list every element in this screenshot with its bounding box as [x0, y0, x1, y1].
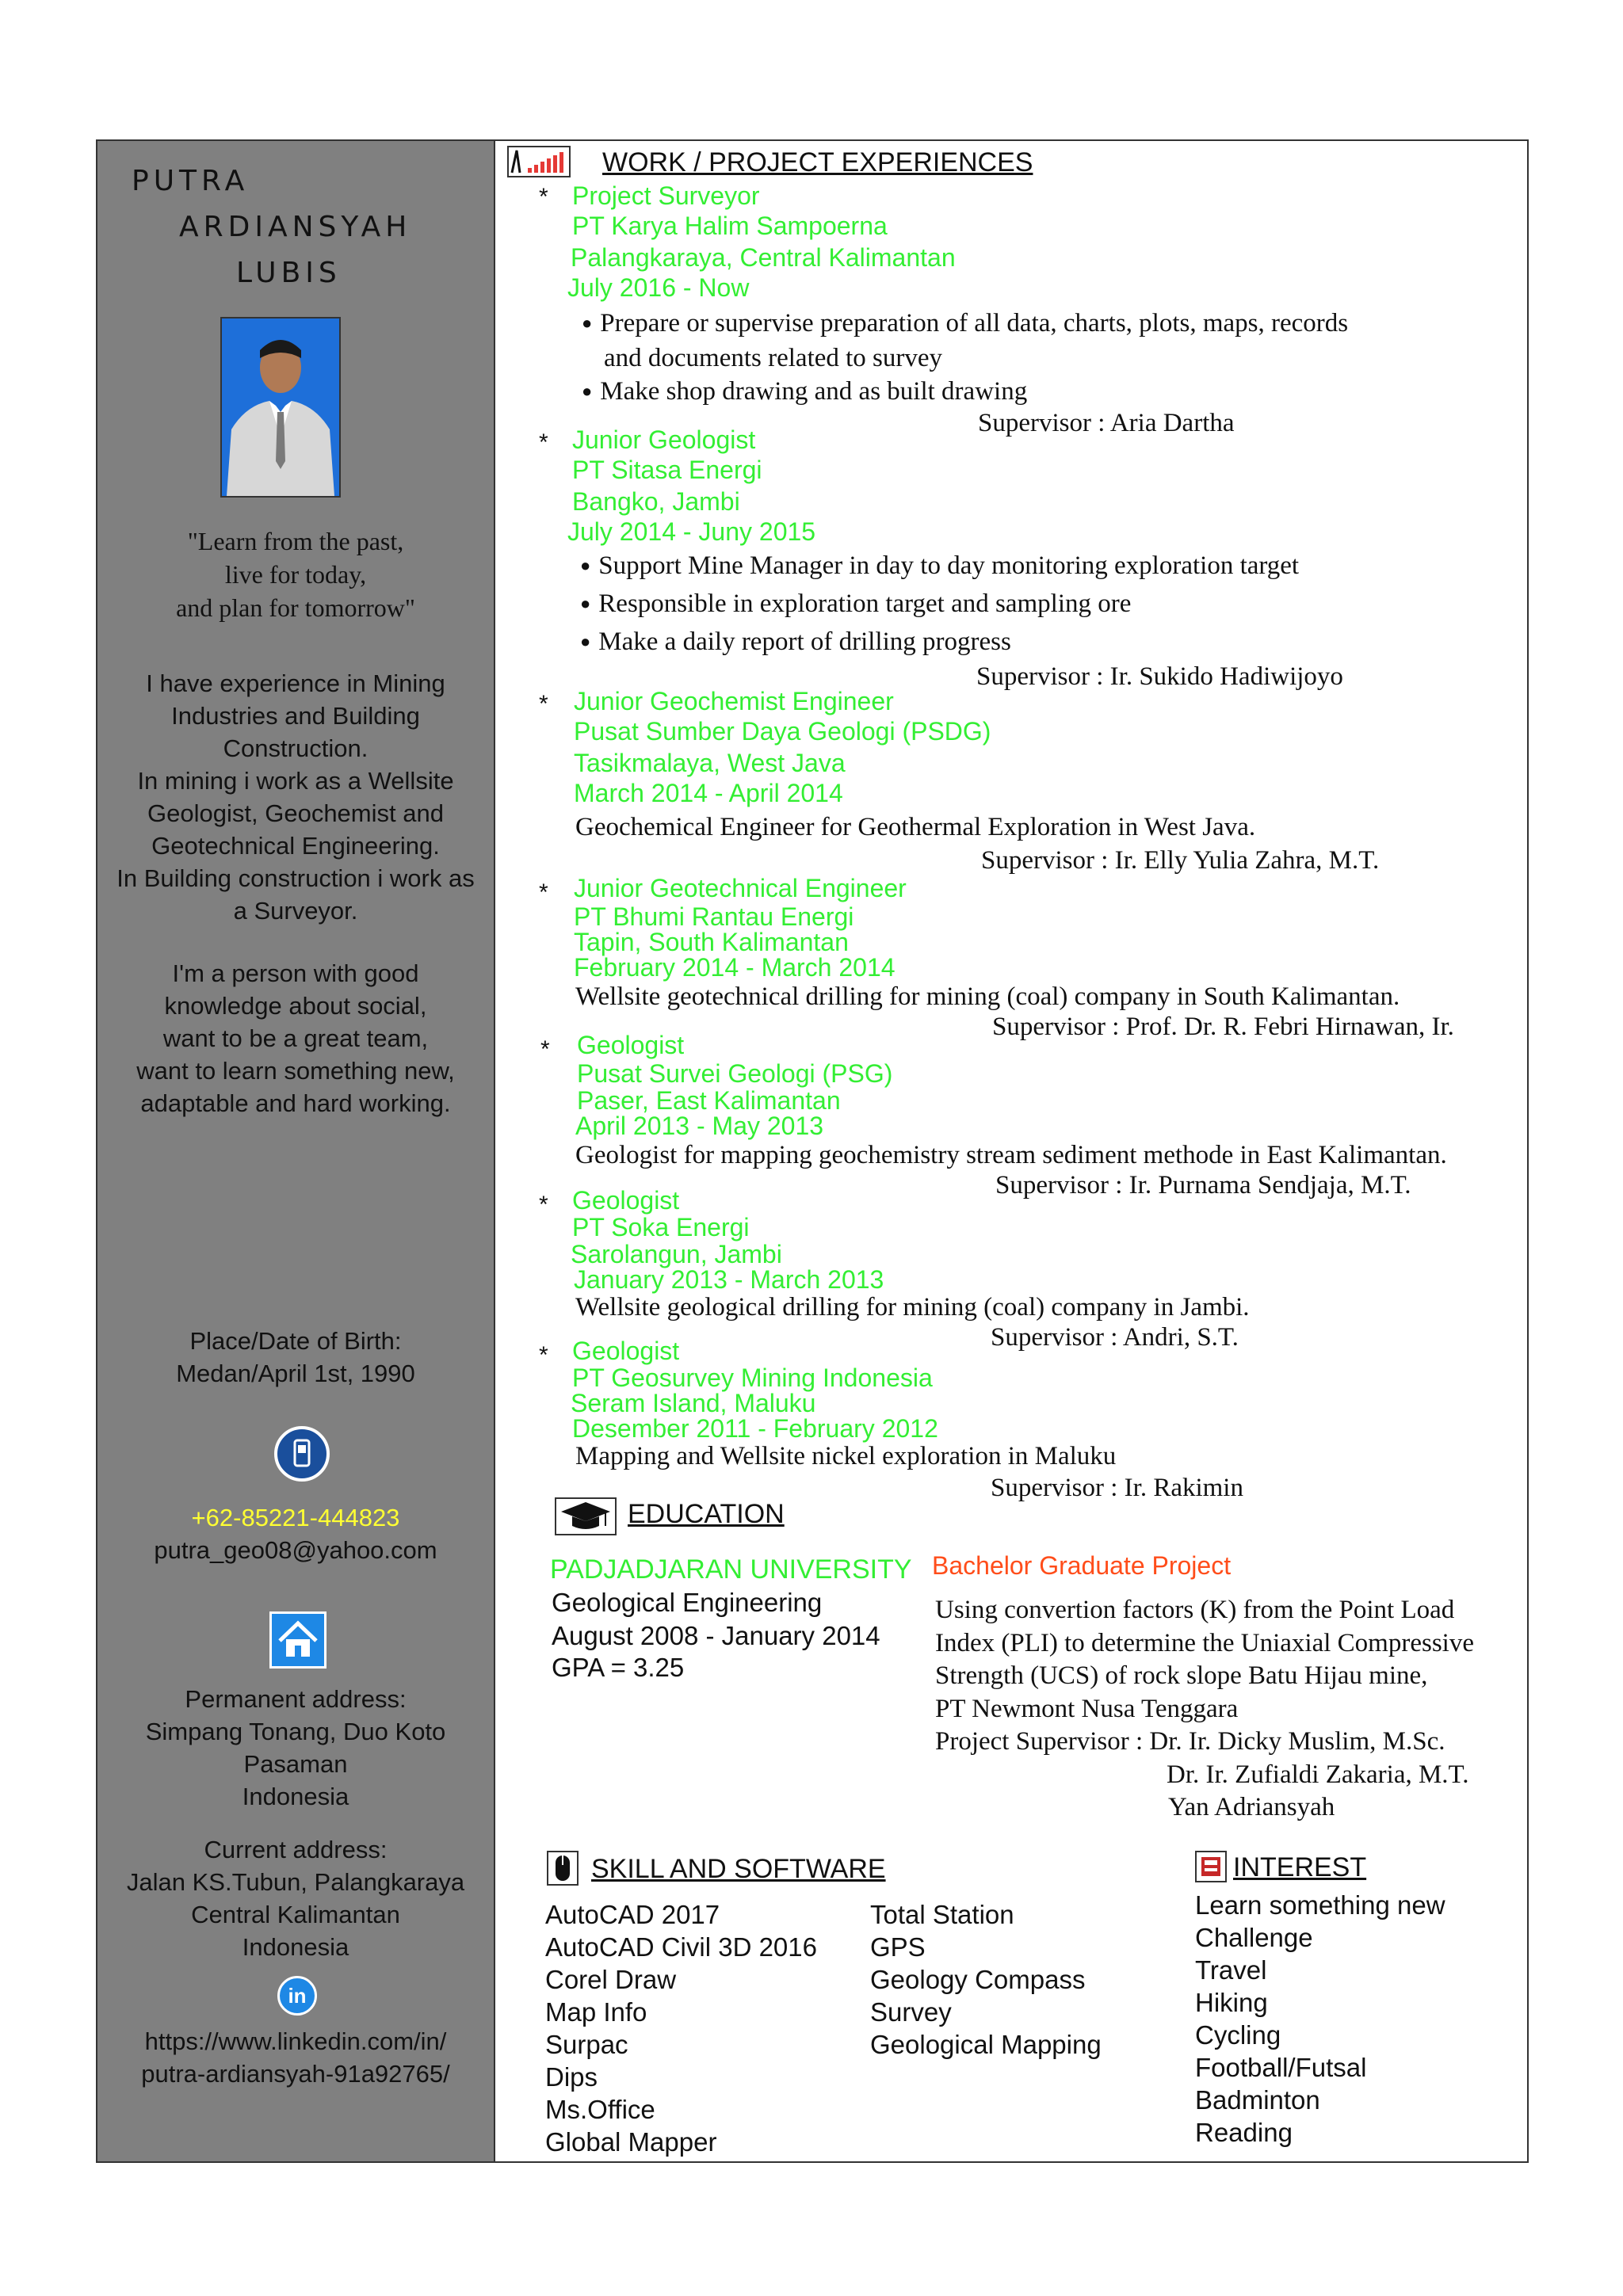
job-1-duty-1: ● Prepare or supervise preparation of all data, charts, plots, maps, records — [582, 306, 1348, 343]
job-1-period: July 2016 - Now — [567, 273, 750, 302]
gpa: GPA = 3.25 — [552, 1653, 685, 1682]
job-7-period: Desember 2011 - February 2012 — [572, 1414, 938, 1443]
job-2-role: Junior Geologist — [572, 425, 756, 454]
name-last: LUBIS — [236, 257, 342, 289]
linkedin-icon[interactable]: in — [277, 1976, 317, 2016]
job-5-company: Pusat Survei Geologi (PSG) — [577, 1059, 893, 1088]
job-6-bullet: * — [539, 1192, 548, 1218]
job-5-period: April 2013 - May 2013 — [575, 1112, 824, 1140]
name-middle: ARDIANSYAH — [179, 211, 412, 243]
job-2-bullet: * — [539, 429, 548, 456]
quote: "Learn from the past, live for today, and plan for tomorrow" — [176, 527, 415, 622]
skills-title: SKILL AND SOFTWARE — [591, 1854, 886, 1884]
job-1-bullet: * — [539, 184, 548, 210]
job-6-supervisor: Supervisor : Andri, S.T. — [991, 1323, 1239, 1352]
education-period: August 2008 - January 2014 — [552, 1621, 880, 1650]
phone-number[interactable]: +62-85221-444823 — [191, 1504, 400, 1531]
job-3-supervisor: Supervisor : Ir. Elly Yulia Zahra, M.T. — [981, 846, 1380, 875]
job-2-location: Bangko, Jambi — [572, 487, 740, 516]
job-6-company: PT Soka Energi — [572, 1213, 750, 1241]
job-3-description: Geochemical Engineer for Geothermal Exploration in West Java. — [575, 813, 1256, 841]
name-first: PUTRA — [132, 165, 250, 197]
birth-info: Place/Date of Birth: Medan/April 1st, 1990 — [176, 1327, 415, 1387]
job-1-supervisor: Supervisor : Aria Dartha — [978, 409, 1235, 437]
job-7-role: Geologist — [572, 1337, 680, 1365]
work-title: WORK / PROJECT EXPERIENCES — [602, 147, 1033, 177]
job-3-period: March 2014 - April 2014 — [574, 779, 843, 807]
job-3-location: Tasikmalaya, West Java — [574, 749, 846, 777]
email[interactable]: putra_geo08@yahoo.com — [154, 1536, 437, 1564]
job-2-duty-1: ● Support Mine Manager in day to day monitoring exploration target — [580, 548, 1299, 585]
project-description: Using convertion factors (K) from the Point Load Index (PLI) to determine the Uniaxial Compressive Strength (UCS) of rock slope Batu Hijau mine, PT Newmont Nusa Tenggara Project Supervisor : Dr. Ir. Dicky Muslim, M.Sc. Dr. Ir. Zufialdi Zakaria, M.T. Yan Adriansyah — [935, 1596, 1474, 1821]
job-2-period: July 2014 - Juny 2015 — [567, 517, 816, 546]
job-6-location: Sarolangun, Jambi — [571, 1240, 782, 1268]
job-7-company: PT Geosurvey Mining Indonesia — [572, 1363, 933, 1392]
job-7-supervisor: Supervisor : Ir. Rakimin — [991, 1474, 1243, 1502]
job-7-description: Mapping and Wellsite nickel exploration in Maluku — [575, 1442, 1117, 1470]
interest-list: Learn something new Challenge Travel Hiking Cycling Football/Futsal Badminton Reading — [1195, 1890, 1445, 2147]
job-1-duty-1b: and documents related to survey — [604, 344, 943, 372]
job-3-role: Junior Geochemist Engineer — [574, 687, 894, 715]
current-address: Current address: Jalan KS.Tubun, Palangkaraya Central Kalimantan Indonesia — [126, 1836, 465, 1961]
job-1-role: Project Surveyor — [572, 181, 760, 210]
job-4-location: Tapin, South Kalimantan — [574, 928, 849, 956]
job-5-supervisor: Supervisor : Ir. Purnama Sendjaja, M.T. — [995, 1171, 1411, 1199]
permanent-address: Permanent address: Simpang Tonang, Duo Koto Pasaman Indonesia — [145, 1685, 446, 1810]
job-4-bullet: * — [539, 879, 548, 906]
skills-column-2: Total Station GPS Geology Compass Survey Geological Mapping — [870, 1900, 1102, 2059]
job-2-duty-2: ● Responsible in exploration target and sampling ore — [580, 586, 1131, 624]
major: Geological Engineering — [552, 1588, 823, 1617]
job-3-company: Pusat Sumber Daya Geologi (PSDG) — [574, 717, 991, 746]
job-4-role: Junior Geotechnical Engineer — [574, 874, 907, 902]
job-5-bullet: * — [540, 1036, 550, 1062]
mouse-icon — [547, 1851, 579, 1886]
book-icon — [1195, 1851, 1227, 1882]
person-silhouette-icon — [222, 318, 339, 496]
phone-icon — [274, 1426, 330, 1482]
job-6-description: Wellsite geological drilling for mining (coal) company in Jambi. — [575, 1293, 1250, 1322]
profile-photo — [220, 317, 341, 498]
job-7-bullet: * — [539, 1342, 548, 1368]
job-5-location: Paser, East Kalimantan — [577, 1086, 841, 1115]
job-2-duty-3: ● Make a daily report of drilling progress — [580, 624, 1011, 662]
job-4-company: PT Bhumi Rantau Energi — [574, 902, 854, 931]
project-title: Bachelor Graduate Project — [932, 1551, 1232, 1580]
contact — [97, 1502, 494, 1566]
job-3-bullet: * — [539, 691, 548, 717]
job-1-duty-2: ● Make shop drawing and as built drawing — [582, 374, 1027, 411]
job-7-location: Seram Island, Maluku — [571, 1389, 816, 1417]
university: PADJADJARAN UNIVERSITY — [550, 1554, 912, 1585]
interest-title: INTEREST — [1233, 1852, 1367, 1882]
chart-icon — [507, 146, 571, 177]
job-1-company: PT Karya Halim Sampoerna — [572, 212, 888, 240]
job-4-supervisor: Supervisor : Prof. Dr. R. Febri Hirnawan, Ir. — [992, 1013, 1454, 1041]
job-6-period: January 2013 - March 2013 — [574, 1265, 884, 1294]
skills-column-1: AutoCAD 2017 AutoCAD Civil 3D 2016 Corel Draw Map Info Surpac Dips Ms.Office Global Mapper — [545, 1900, 817, 2157]
job-6-role: Geologist — [572, 1186, 680, 1215]
job-5-role: Geologist — [577, 1031, 685, 1059]
job-4-period: February 2014 - March 2014 — [574, 953, 896, 982]
job-5-description: Geologist for mapping geochemistry stream sediment methode in East Kalimantan. — [575, 1141, 1447, 1169]
home-icon — [269, 1611, 327, 1669]
summary: I have experience in Mining Industries and Building Construction. In mining i work as a Wellsite Geologist, Geochemist and Geotechnical Engineering. In Building construction i work as a Surveyor. — [116, 669, 475, 925]
job-4-description: Wellsite geotechnical drilling for mining (coal) company in South Kalimantan. — [575, 982, 1400, 1011]
job-2-supervisor: Supervisor : Ir. Sukido Hadiwijoyo — [976, 662, 1343, 691]
job-1-location: Palangkaraya, Central Kalimantan — [571, 243, 956, 272]
education-title: EDUCATION — [628, 1499, 785, 1529]
personality: I'm a person with good knowledge about social, want to be a great team, want to learn something new, adaptable and hard working. — [136, 959, 455, 1117]
linkedin-url[interactable]: https://www.linkedin.com/in/ putra-ardiansyah-91a92765/ — [141, 2027, 450, 2088]
graduation-cap-icon — [555, 1497, 617, 1535]
job-2-company: PT Sitasa Energi — [572, 456, 762, 484]
